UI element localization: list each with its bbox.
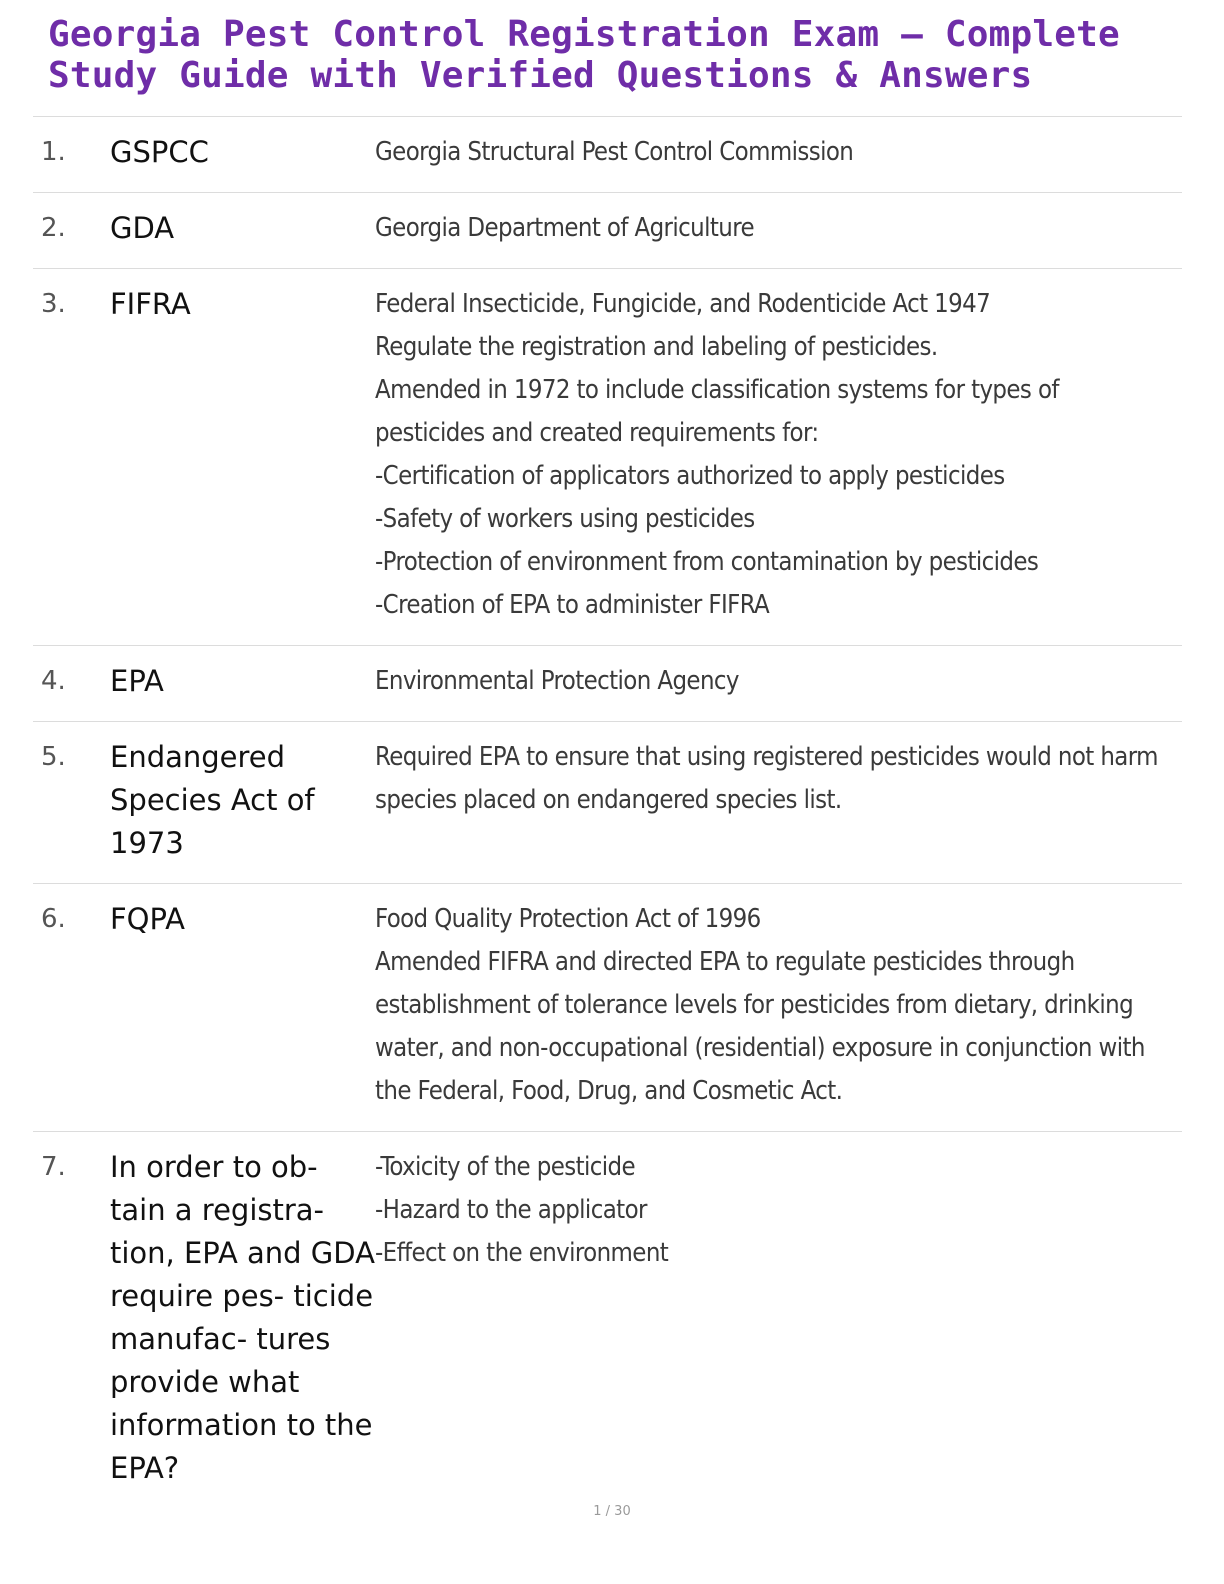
definition-line: -Hazard to the applicator xyxy=(375,1195,647,1225)
item-number: 1. xyxy=(41,137,66,167)
flashcard-row xyxy=(33,269,1182,646)
item-term: Endangered Species Act of 1973 xyxy=(110,740,315,860)
item-term: FIFRA xyxy=(110,287,191,321)
item-term: GSPCC xyxy=(110,135,209,169)
definition-line: -Effect on the environment xyxy=(375,1238,669,1268)
definition-line: Required EPA to ensure that using registered pesticides would not harm species placed on endangered species list. xyxy=(375,742,1158,815)
item-term: In order to ob- tain a registra- tion, EPA and GDA require pes- ticide manufac- tures provide what information to the EPA? xyxy=(110,1150,375,1485)
item-definition xyxy=(375,207,1182,250)
definition-line: Food Quality Protection Act of 1996 xyxy=(375,904,761,934)
item-definition xyxy=(375,1146,1182,1490)
definition-line: -Creation of EPA to administer FIFRA xyxy=(375,590,770,620)
flashcard-row xyxy=(33,1132,1182,1508)
item-definition xyxy=(375,131,1182,174)
definition-line: Amended FIFRA and directed EPA to regulate pesticides through establishment of tolerance levels for pesticides from dietary, drinking water, and non-occupational (residential) exposure in conjunction with the Federal, Food, Drug, and Cosmetic Act. xyxy=(375,947,1145,1106)
flashcard-list xyxy=(33,116,1182,1508)
item-definition xyxy=(375,283,1182,627)
definition-line: Amended in 1972 to include classification systems for types of pesticides and created requirements for: xyxy=(375,375,1059,448)
definition-line: -Toxicity of the pesticide xyxy=(375,1152,636,1182)
item-definition xyxy=(375,736,1182,865)
flashcard-row xyxy=(33,193,1182,269)
item-definition xyxy=(375,898,1182,1113)
definition-line: Georgia Structural Pest Control Commission xyxy=(375,137,854,167)
definition-line: Federal Insecticide, Fungicide, and Rodenticide Act 1947 xyxy=(375,289,991,319)
definition-line: -Certification of applicators authorized to apply pesticides xyxy=(375,461,1005,491)
flashcard-row xyxy=(33,117,1182,193)
item-term: FQPA xyxy=(110,902,185,936)
flashcard-row xyxy=(33,646,1182,722)
item-number: 7. xyxy=(41,1152,66,1182)
item-definition xyxy=(375,660,1182,703)
item-number: 4. xyxy=(41,666,66,696)
definition-line: -Safety of workers using pesticides xyxy=(375,504,755,534)
item-number: 2. xyxy=(41,213,66,243)
item-number: 6. xyxy=(41,904,66,934)
definition-line: Regulate the registration and labeling of pesticides. xyxy=(375,332,938,362)
definition-line: Environmental Protection Agency xyxy=(375,666,739,696)
flashcard-row xyxy=(33,884,1182,1132)
item-number: 5. xyxy=(41,742,66,772)
item-term: GDA xyxy=(110,211,175,245)
flashcard-row xyxy=(33,722,1182,884)
item-term: EPA xyxy=(110,664,164,698)
definition-line: Georgia Department of Agriculture xyxy=(375,213,754,243)
item-number: 3. xyxy=(41,289,66,319)
definition-line: -Protection of environment from contamination by pesticides xyxy=(375,547,1039,577)
page-indicator: 1 / 30 xyxy=(593,1504,631,1519)
document-title: Georgia Pest Control Registration Exam – Complete Study Guide with Verified Questions & Answers xyxy=(48,14,1120,96)
